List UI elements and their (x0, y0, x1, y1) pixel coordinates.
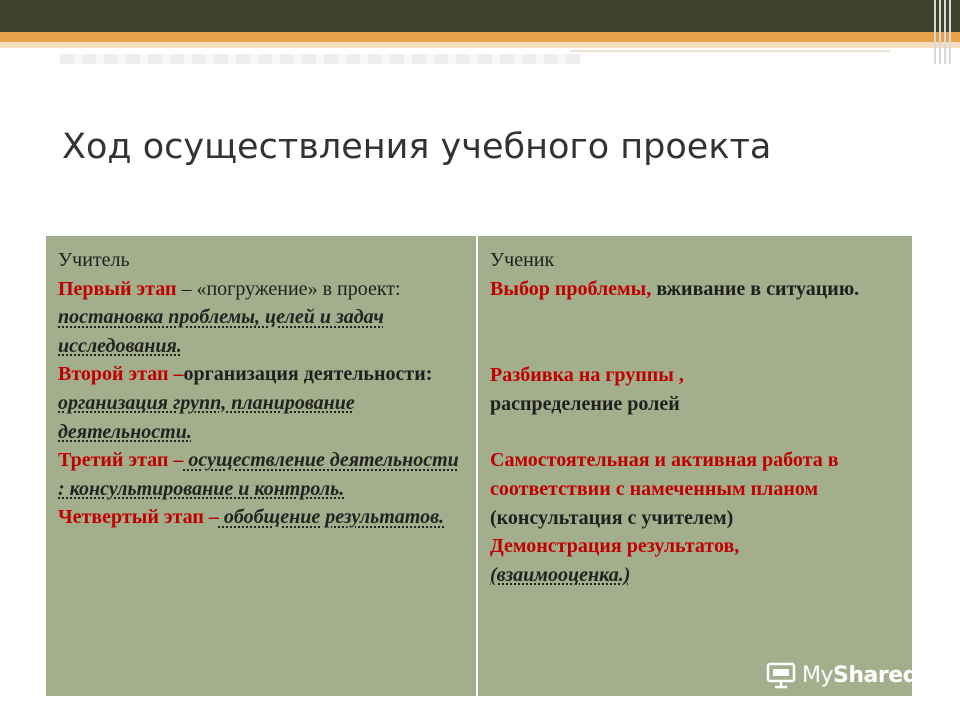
faded-text-strip (60, 54, 580, 64)
item3-highlight: Самостоятельная и активная работа в соответствии с намеченным планом (490, 449, 839, 500)
student-item-2 (490, 361, 900, 418)
student-item-4 (490, 532, 900, 589)
stage4-label: Четвертый этап – (58, 506, 219, 529)
watermark-shared: Shared (833, 662, 918, 688)
stage2-text: организация деятельности: (183, 363, 433, 386)
header-band-light (0, 42, 960, 48)
corner-decoration (934, 0, 952, 64)
item4-highlight: Демонстрация результатов, (490, 535, 740, 558)
stage1-text: «погружение» в проект: (196, 277, 401, 300)
header-band-dark (0, 0, 960, 32)
stage2-label: Второй этап – (58, 363, 184, 386)
student-heading: Ученик (490, 249, 555, 271)
item4-text: (взаимооценка.) (490, 563, 631, 586)
student-column (478, 236, 912, 696)
stage1-dash: – (176, 277, 197, 300)
item3-text: (консультация с учителем) (490, 506, 734, 529)
header-band-orange (0, 32, 960, 42)
stage3-task: осуществление деятельности : консультирование и контроль. (58, 449, 459, 500)
teacher-stage-1 (58, 275, 464, 361)
item2-highlight: Разбивка на группы , (490, 364, 684, 387)
stage1-task: постановка проблемы, целей и задач исследования. (58, 306, 384, 357)
item1-text: вживание в ситуацию. (651, 277, 860, 300)
stage4-task: обобщение результатов. (218, 506, 445, 529)
teacher-stage-3 (58, 446, 464, 503)
myshared-watermark (766, 658, 926, 692)
teacher-heading: Учитель (58, 249, 130, 271)
item1-highlight: Выбор проблемы, (490, 277, 652, 300)
stage3-label: Третий этап – (58, 449, 184, 472)
watermark-text (802, 663, 918, 688)
stage2-task: организация групп, планирование деятельности. (58, 391, 355, 443)
item2-text: распределение ролей (490, 392, 680, 415)
teacher-stage-2 (58, 360, 464, 446)
comparison-table (46, 236, 912, 696)
watermark-my: My (802, 662, 834, 688)
student-item-1 (490, 275, 900, 304)
slide-title: Ход осуществления учебного проекта (62, 127, 772, 167)
teacher-column (46, 236, 478, 696)
student-item-3 (490, 446, 900, 532)
stage1-label: Первый этап (58, 277, 177, 300)
teacher-stage-4 (58, 503, 464, 532)
header-accent-line (570, 50, 890, 52)
presentation-icon (766, 661, 796, 689)
